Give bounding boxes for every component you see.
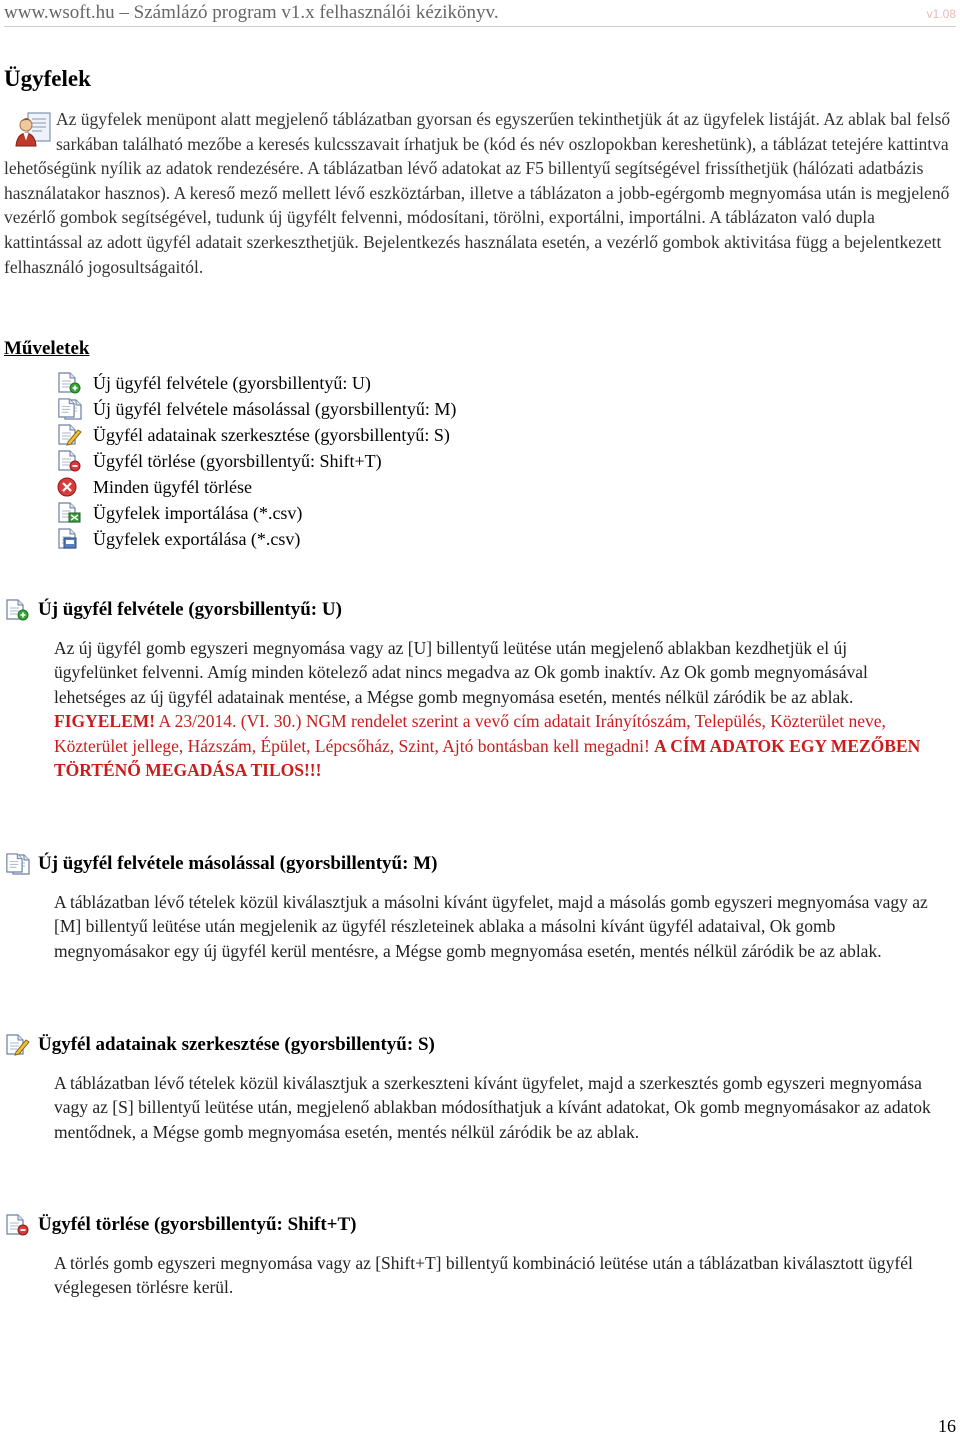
section-body: A táblázatban lévő tételek közül kiválasztjuk a szerkeszteni kívánt ügyfelet, majd a szerkesztés gomb egyszeri megnyomása vagy az [S] billentyű leütése után, megjelenő ablakban módosíthatjuk a kívánt adatokat, Ok gomb megnyomásakor az adatok mentődnek, a Mégse gomb megnyomása esetén, mentés nélkül záródik be az ablak. — [54, 1073, 931, 1142]
section-text-copy — [54, 890, 934, 963]
section-body: A törlés gomb egyszeri megnyomása vagy az [Shift+T] billentyű kombináció leütése után a táblázatban kiválasztott ügyfél véglegesen törlésre kerül. — [54, 1253, 913, 1298]
list-item-label: Ügyfél törlése (gyorsbillentyű: Shift+T) — [93, 450, 382, 471]
warning-bold: A CÍM ADATOK EGY MEZŐBEN TÖRTÉNŐ MEGADÁSA TILOS!!! — [54, 735, 921, 781]
list-item-label: Ügyfelek exportálása (*.csv) — [93, 528, 301, 549]
list-item — [56, 526, 456, 552]
warning-label: FIGYELEM! — [54, 711, 156, 732]
list-item-label: Új ügyfél felvétele másolással (gyorsbillentyű: M) — [93, 398, 457, 419]
page-number: 16 — [938, 1416, 956, 1436]
doc-delete-icon — [4, 1214, 30, 1236]
section-title-copy — [4, 853, 437, 875]
section-text-delete — [54, 1251, 934, 1300]
list-item — [56, 500, 456, 526]
warning-text: A 23/2014. (VI. 30.) NGM rendelet szerint a vevő cím adatait Irányítószám, Település, Közterület neve, Közterület jellege, Házszám, Épület, Lépcsőház, Szint, Ajtó bontásban kell megadni! — [54, 711, 886, 756]
list-item — [56, 396, 456, 422]
intro-text: listáját. Az ablak bal felső sarkában található mezőbe a keresés kulcsszavait írhatjuk be (kód és név oszlopokban kereshetünk), a táblázat tetejére kattintva lehetőségünk nyílik az adatok rendezésére. A táblázatban lévő adatokat az F5 billentyű segítségével frissíthetjük (hálózati adatbázis használatakor hasznos). A kereső mező mellett lévő eszköztárban, illetve a táblázaton a jobb-egérgomb megnyomása után is megjelenő vezérlő gombok segítségével, tudunk új ügyfélt felvenni, módosítani, törölni, exportálni, importálni. A táblázaton való dupla kattintással az adott ügyfél adatait szerkeszthetjük. Bejelentkezés használata esetén, a vezérlő gombok aktivitása függ a bejelentkezett felhasználó jogosultságaitól. — [4, 109, 951, 277]
page-title: Ügyfelek — [4, 66, 91, 91]
list-item — [56, 422, 456, 448]
page-header — [4, 2, 956, 27]
intro-first-line: Az ügyfelek menüpont alatt megjelenő táblázatban gyorsan és egyszerűen tekinthetjük át az ügyfelek — [56, 109, 765, 129]
list-item-label: Ügyfelek importálása (*.csv) — [93, 502, 303, 523]
doc-add-icon — [4, 599, 30, 621]
export-icon — [56, 528, 82, 550]
section-text-new — [54, 636, 934, 782]
list-item-label: Új ügyfél felvétele (gyorsbillentyű: U) — [93, 372, 371, 393]
section-title-new — [4, 599, 342, 621]
section-text-edit — [54, 1071, 934, 1144]
doc-copy-icon — [56, 398, 82, 420]
doc-delete-icon — [56, 450, 82, 472]
list-item — [56, 370, 456, 396]
operations-list — [56, 370, 456, 552]
list-item — [56, 474, 456, 500]
doc-edit-icon — [4, 1034, 30, 1056]
intro-paragraph — [4, 107, 956, 279]
doc-edit-icon — [56, 424, 82, 446]
section-title-text: Új ügyfél felvétele (gyorsbillentyű: U) — [38, 599, 342, 620]
list-item-label: Ügyfél adatainak szerkesztése (gyorsbillentyű: S) — [93, 424, 450, 445]
doc-copy-icon — [4, 853, 30, 875]
section-title-text: Ügyfél adatainak szerkesztése (gyorsbillentyű: S) — [38, 1034, 435, 1055]
section-title-delete — [4, 1214, 356, 1236]
list-item-label: Minden ügyfél törlése — [93, 476, 252, 497]
section-body: Az új ügyfél gomb egyszeri megnyomása vagy az [U] billentyű leütése után megjelenő ablakban kezdhetjük el új ügyfelünket felvenni. Amíg minden kötelező adat nincs megadva az Ok gomb inaktív. Az Ok gomb megnyomásával lehetséges az új ügyfél adatainak mentése, a Mégse gomb megnyomása esetén, mentés nélkül záródik be az ablak. — [54, 638, 868, 707]
section-title-text: Ügyfél törlése (gyorsbillentyű: Shift+T) — [38, 1214, 357, 1235]
header-version: v1.08 — [926, 7, 956, 21]
section-title-text: Új ügyfél felvétele másolással (gyorsbillentyű: M) — [38, 853, 438, 874]
import-icon — [56, 502, 82, 524]
delete-all-icon — [56, 476, 82, 498]
header-title: www.wsoft.hu – Számlázó program v1.x felhasználói kézikönyv. — [4, 2, 499, 23]
section-body: A táblázatban lévő tételek közül kiválasztjuk a másolni kívánt ügyfelet, majd a másolás gomb egyszeri megnyomása vagy az [M] billentyű leütése után megjelenik az ügyfél részleteinek ablaka a másolni kívánt ügyfél adataival, Ok gomb megnyomásakor egy új ügyfél kerül mentésre, a Mégse gomb megnyomása esetén, mentés nélkül záródik be az ablak. — [54, 892, 928, 961]
list-item — [56, 448, 456, 474]
section-title-edit — [4, 1034, 435, 1056]
doc-add-icon — [56, 372, 82, 394]
operations-title: Műveletek — [4, 338, 90, 359]
